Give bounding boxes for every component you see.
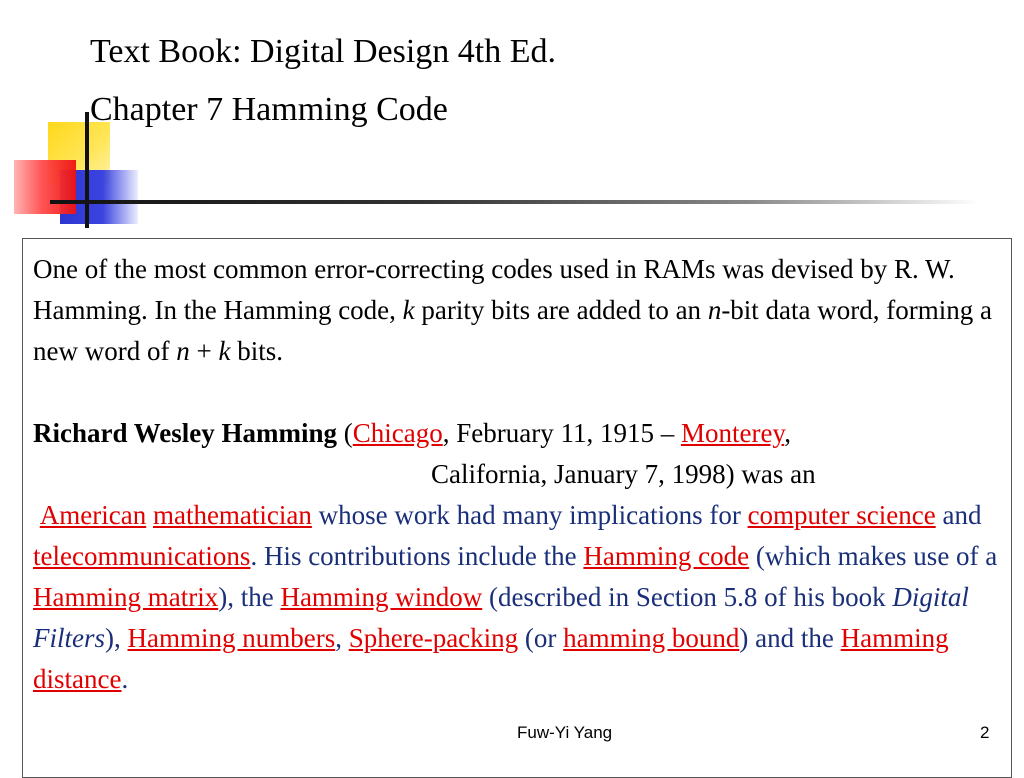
slide-title-line1: Text Book: Digital Design 4th Ed. bbox=[90, 33, 557, 70]
bio-text: (or bbox=[518, 623, 564, 653]
link-chicago[interactable]: Chicago bbox=[352, 418, 443, 448]
bio-text: , bbox=[335, 623, 349, 653]
decor-red-square bbox=[14, 160, 76, 214]
var-n: n bbox=[707, 295, 722, 325]
intro-text: One of the most common error-correcting codes used in RAMs was devised by R. W. Hamming. In the Hamming code, bbox=[33, 254, 955, 325]
intro-text: + bbox=[189, 336, 219, 366]
bio-text: (which makes use of a bbox=[749, 541, 998, 571]
content-text bbox=[33, 249, 1003, 700]
bio-heading bbox=[33, 413, 1003, 454]
bio-name: Richard Wesley Hamming bbox=[33, 418, 338, 448]
var-n: n bbox=[176, 336, 190, 366]
link-hamming-code[interactable]: Hamming code bbox=[583, 541, 750, 571]
link-hamming-distance[interactable]: Hamming distance bbox=[33, 623, 949, 694]
intro-text: bits. bbox=[230, 336, 283, 366]
link-computer-science[interactable]: computer science bbox=[747, 500, 936, 530]
bio-text: (described in Section 5.8 of his book bbox=[482, 582, 893, 612]
link-telecommunications[interactable]: telecommunications bbox=[33, 541, 251, 571]
bio-text: , bbox=[784, 418, 791, 448]
bio-text: . bbox=[121, 664, 129, 694]
link-hamming-bound[interactable]: hamming bound bbox=[563, 623, 740, 653]
bio-paragraph bbox=[33, 495, 1003, 700]
intro-text: parity bits are added to an bbox=[414, 295, 708, 325]
var-k: k bbox=[218, 336, 231, 366]
link-hamming-window[interactable]: Hamming window bbox=[280, 582, 483, 612]
bio-text: ) and the bbox=[739, 623, 841, 653]
bio-text: , February 11, 1915 – bbox=[442, 418, 681, 448]
bio-text: and bbox=[935, 500, 982, 530]
bio-text: ), the bbox=[218, 582, 281, 612]
link-mathematician[interactable]: mathematician bbox=[152, 500, 312, 530]
bio-text: . His contributions include the bbox=[250, 541, 584, 571]
bio-text: whose work had many implications for bbox=[311, 500, 748, 530]
footer-page-number: 2 bbox=[980, 723, 990, 742]
bio-text: ), bbox=[105, 623, 128, 653]
link-sphere-packing[interactable]: Sphere-packing bbox=[348, 623, 519, 653]
intro-paragraph bbox=[33, 249, 1003, 372]
content-box bbox=[22, 238, 1012, 778]
link-american[interactable]: American bbox=[39, 500, 147, 530]
decor-vertical-line bbox=[85, 112, 89, 228]
book-title: Digital Filters bbox=[33, 582, 969, 653]
link-monterey[interactable]: Monterey bbox=[680, 418, 785, 448]
footer-author: Fuw-Yi Yang bbox=[517, 723, 613, 742]
bio-text: ( bbox=[337, 418, 353, 448]
slide-title-line2: Chapter 7 Hamming Code bbox=[90, 91, 448, 128]
link-hamming-numbers[interactable]: Hamming numbers bbox=[127, 623, 336, 653]
link-hamming-matrix[interactable]: Hamming matrix bbox=[33, 582, 219, 612]
bio-line2: California, January 7, 1998) was an bbox=[431, 459, 816, 489]
intro-text: -bit data word, forming a new word of bbox=[33, 295, 992, 366]
var-k: k bbox=[402, 295, 415, 325]
decor-horizontal-rule bbox=[50, 200, 980, 204]
